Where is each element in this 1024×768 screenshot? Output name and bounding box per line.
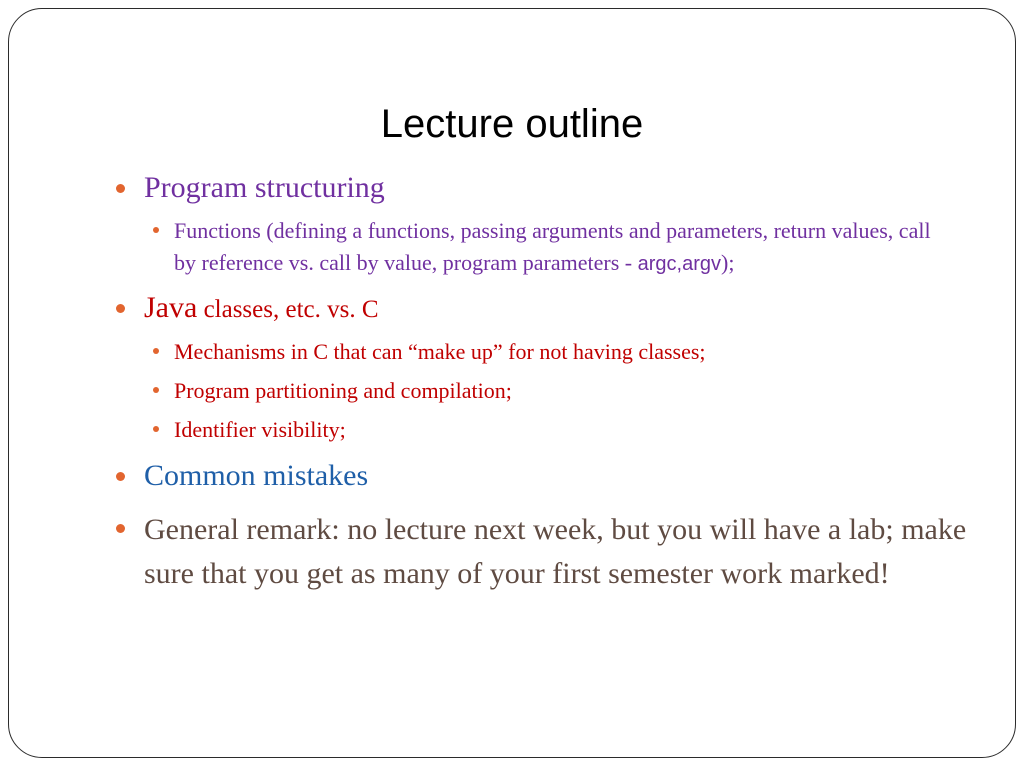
bullet-dot-icon [116,472,125,481]
bullet-dot-icon [116,524,125,533]
bullet-dot-icon [153,227,159,233]
bullet-text [174,215,949,280]
bullet-text: Program partitioning and compilation; [174,378,512,403]
bullet-dot-icon [153,348,159,354]
bullet-text: Common mistakes [144,459,369,492]
functions-text: Functions (defining a functions, passing arguments and parameters, return values, call by reference vs. call by value, program parameters - [174,218,931,275]
bullet-text: Mechanisms in C that can “make up” for not having classes; [174,339,706,364]
functions-text-end: ); [721,250,735,275]
bullet-text: Program structuring [144,171,385,204]
bullet-text: General remark: no lecture next week, but you will have a lab; make sure that you get as many of your first semester work marked! [144,513,967,590]
java-word: Java [144,291,198,324]
bullet-dot-icon [153,426,159,432]
bullet-text: Identifier visibility; [174,417,346,442]
argc-argv-code: argc,argv [637,253,721,275]
bullet-dot-icon [153,387,159,393]
bullet-dot-icon [116,304,125,313]
bullet-dot-icon [116,184,125,193]
slide-title: Lecture outline [380,102,644,146]
bullet-text [144,290,379,331]
java-rest: classes, etc. vs. C [197,296,379,323]
